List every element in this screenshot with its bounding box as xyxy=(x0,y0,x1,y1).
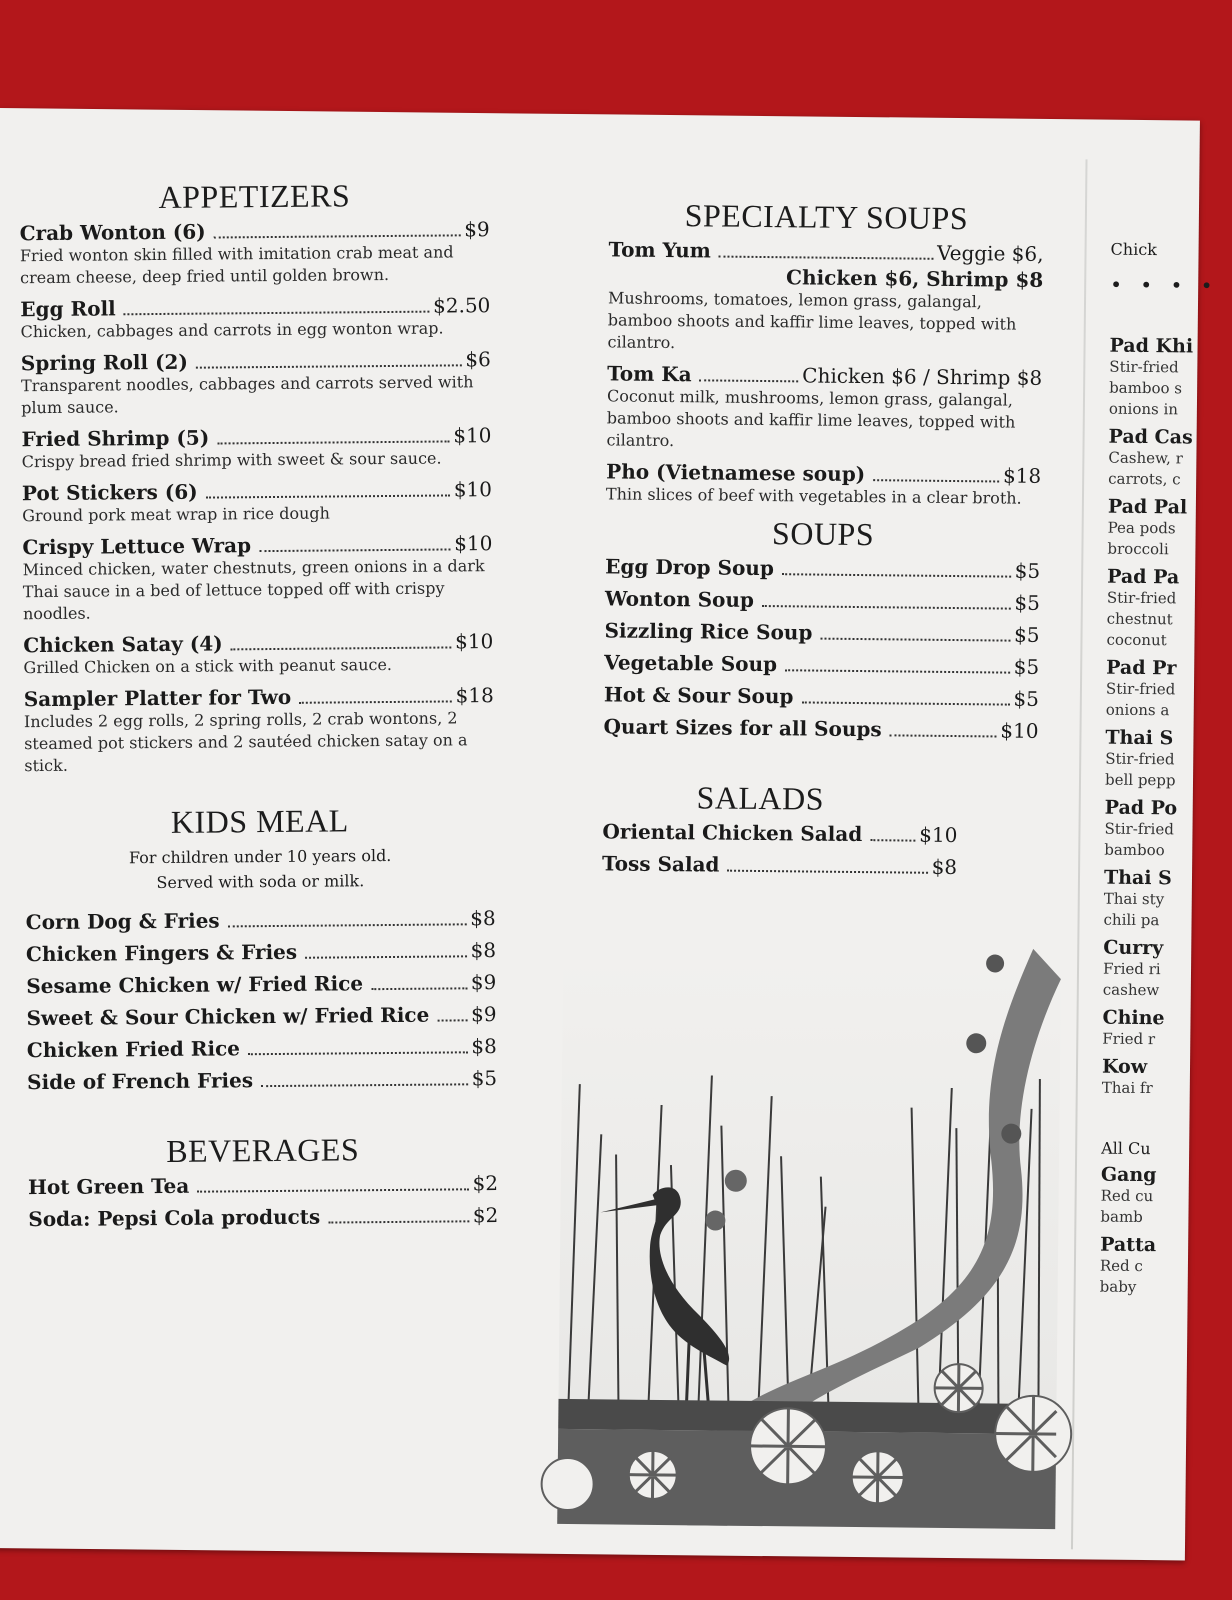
menu-item xyxy=(28,1171,498,1199)
menu-item xyxy=(22,477,492,527)
menu-item-name: Wonton Soup xyxy=(604,586,755,612)
appetizers-heading: APPETIZERS xyxy=(158,177,351,215)
soups-list xyxy=(603,554,1040,743)
menu-item-description: Coconut milk, mushrooms, lemon grass, galangal, bamboo shoots and kaffir lime leaves, topped with cilantro. xyxy=(606,386,1016,451)
partial-item-name: Thai S xyxy=(1103,866,1172,890)
menu-item-name: Egg Roll xyxy=(20,296,116,322)
partial-item-description: bamboo xyxy=(1104,840,1165,860)
dot-leader xyxy=(762,605,1010,610)
menu-item-name: Crab Wonton (6) xyxy=(19,219,206,246)
menu-item xyxy=(26,1002,496,1030)
dot-leader xyxy=(299,700,451,703)
partial-item-description: Fried r xyxy=(1102,1029,1156,1049)
menu-item-name: Pot Stickers (6) xyxy=(21,479,198,506)
menu-item-row xyxy=(28,1171,498,1199)
dot-leader xyxy=(261,1083,468,1087)
menu-item xyxy=(604,618,1039,647)
partial-item-description: Stir-fried xyxy=(1105,749,1175,769)
dot-leader xyxy=(228,923,467,927)
menu-item-price: $10 xyxy=(453,477,493,502)
dot-leader xyxy=(801,701,1009,705)
menu-item-row xyxy=(605,586,1040,615)
menu-item-price: $9 xyxy=(470,1002,497,1027)
kids-meal-heading: KIDS MEAL xyxy=(170,802,349,840)
specialty-soups-heading: SPECIALTY SOUPS xyxy=(684,197,969,237)
partial-menu-item xyxy=(1100,1234,1221,1299)
menu-item-price: $18 xyxy=(455,683,494,708)
partial-item-description: Stir-fried xyxy=(1109,357,1179,377)
menu-item-row xyxy=(602,851,957,879)
menu-item-name: Vegetable Soup xyxy=(604,650,778,677)
menu-item-name: Spring Roll (2) xyxy=(20,349,188,376)
menu-item-price: $10 xyxy=(1000,718,1039,743)
dot-leader xyxy=(820,638,1010,642)
menu-item-name: Crispy Lettuce Wrap xyxy=(22,533,252,560)
menu-item-description: Transparent noodles, cabbages and carrots served with plum sauce. xyxy=(20,372,474,418)
menu-item-name: Tom Yum xyxy=(608,237,711,263)
menu-item xyxy=(27,1034,497,1062)
menu-item-row xyxy=(26,906,496,934)
menu-item xyxy=(26,906,496,934)
menu-item-description: Includes 2 egg rolls, 2 spring rolls, 2 crab wontons, 2 steamed pot stickers and 2 sautéed chicken satay on a stick. xyxy=(23,708,468,776)
partial-item-name: Patta xyxy=(1100,1233,1157,1257)
kids-meal-note xyxy=(25,842,495,896)
partial-item-description: Thai sty xyxy=(1103,889,1165,909)
kids-meal-note-drink: Served with soda or milk. xyxy=(156,871,365,893)
menu-item-row xyxy=(27,1066,497,1094)
menu-item-price: $2 xyxy=(472,1203,499,1228)
partial-item-description: Cashew, r xyxy=(1108,448,1183,468)
menu-item-price: $8 xyxy=(470,906,496,931)
partial-item-description: bamboo s xyxy=(1109,378,1183,398)
partial-item-name: Chine xyxy=(1102,1006,1165,1030)
menu-item xyxy=(602,851,957,879)
partial-menu-item xyxy=(1103,867,1224,932)
partial-item-description: bell pepp xyxy=(1104,770,1176,790)
dot-leader xyxy=(700,379,799,382)
partial-item-description: broccoli xyxy=(1107,539,1169,559)
partial-menu-item xyxy=(1102,1007,1222,1051)
menu-item-name: Tom Ka xyxy=(607,361,692,387)
partial-item-description: coconut xyxy=(1106,630,1167,650)
right-dots-fragment: • • • • xyxy=(1110,272,1219,298)
partial-item-name: Pad Pr xyxy=(1106,656,1177,680)
partial-item-description: Stir-fried xyxy=(1105,679,1176,699)
menu-item-row xyxy=(604,618,1039,647)
menu-item-price: $18 xyxy=(1002,463,1042,488)
dot-leader xyxy=(437,1019,467,1021)
menu-item-price: $5 xyxy=(1013,654,1040,679)
menu-item-name: Sampler Platter for Two xyxy=(23,684,292,712)
menu-item-price: $9 xyxy=(464,217,490,242)
menu-item-name: Soda: Pepsi Cola products xyxy=(28,1204,321,1232)
beverages-list xyxy=(28,1171,498,1231)
menu-item-name: Pho (Vietnamese soup) xyxy=(606,459,866,487)
partial-item-name: Gang xyxy=(1100,1163,1157,1187)
menu-item-name: Side of French Fries xyxy=(27,1068,254,1095)
dot-leader xyxy=(124,311,429,316)
menu-item-price: $10 xyxy=(453,423,492,448)
kids-meal-list xyxy=(26,906,498,1094)
menu-item-name: Egg Drop Soup xyxy=(605,554,775,581)
menu-item xyxy=(21,423,491,473)
dot-leader xyxy=(196,364,462,368)
partial-menu-item xyxy=(1107,496,1228,561)
menu-item xyxy=(606,361,1042,456)
partial-item-name: Thai S xyxy=(1105,726,1174,750)
partial-item-name: Kow xyxy=(1101,1055,1148,1079)
partial-item-description: Stir-fried xyxy=(1106,588,1177,608)
partial-menu-item xyxy=(1102,1056,1222,1100)
menu-item-price: $9 xyxy=(470,970,497,995)
partial-item-name: Pad Pal xyxy=(1107,495,1188,519)
menu-item xyxy=(26,970,496,998)
dot-leader xyxy=(890,734,997,737)
menu-item-price: $2 xyxy=(472,1171,499,1196)
menu-item-row xyxy=(604,682,1039,711)
partial-menu-item xyxy=(1109,335,1230,421)
dot-leader xyxy=(328,1220,469,1223)
menu-item-price: $5 xyxy=(1014,558,1041,583)
specialty-soups-list xyxy=(606,237,1044,510)
partial-item-name: Pad Po xyxy=(1104,796,1178,820)
menu-item-name: Chicken Fried Rice xyxy=(26,1036,241,1063)
menu-item-description: Thin slices of beef with vegetables in a clear broth. xyxy=(605,484,1022,508)
menu-item-description: Fried wonton skin filled with imitation crab meat and cream cheese, deep fried until golden brown. xyxy=(19,242,454,288)
kids-meal-note-age: For children under 10 years old. xyxy=(128,845,392,868)
dot-leader xyxy=(248,1051,467,1055)
partial-menu-item xyxy=(1103,937,1224,1002)
menu-item-name: Corn Dog & Fries xyxy=(25,908,220,935)
menu-item-price: $8 xyxy=(470,938,497,963)
menu-item-name: Toss Salad xyxy=(601,851,720,877)
menu-item-name: Oriental Chicken Salad xyxy=(602,819,863,847)
menu-item-name: Chicken Satay (4) xyxy=(23,631,223,658)
menu-item-price: $10 xyxy=(919,822,958,848)
menu-item-row xyxy=(603,714,1038,743)
menu-item-price: $5 xyxy=(471,1066,498,1091)
menu-item-description: Minced chicken, water chestnuts, green onions in a dark Thai sauce in a bed of lettuce topped off with crispy noodles. xyxy=(22,556,485,624)
partial-item-description: chili pa xyxy=(1103,910,1160,930)
partial-item-name: Pad Khi xyxy=(1109,334,1194,358)
menu-item-name: Sesame Chicken w/ Fried Rice xyxy=(26,971,364,999)
dot-leader xyxy=(217,440,449,444)
menu-item-description: Crispy bread fried shrimp with sweet & sour sauce. xyxy=(21,448,442,472)
menu-item xyxy=(605,586,1040,615)
menu-item xyxy=(28,1203,498,1231)
menu-item-name: Sweet & Sour Chicken w/ Fried Rice xyxy=(26,1002,430,1031)
dot-leader xyxy=(785,669,1010,673)
menu-item xyxy=(605,554,1040,583)
left-column xyxy=(19,176,498,1239)
partial-menu-item xyxy=(1106,566,1227,652)
salads-list xyxy=(602,819,958,879)
menu-item xyxy=(604,650,1039,679)
menu-item xyxy=(20,293,490,343)
menu-item-name: Hot Green Tea xyxy=(27,1173,190,1200)
partial-item-name: Pad Pa xyxy=(1107,565,1180,589)
menu-item-name: Sizzling Rice Soup xyxy=(604,618,813,645)
dot-leader xyxy=(873,479,999,482)
menu-item-row xyxy=(602,819,957,847)
menu-item-description: Ground pork meat wrap in rice dough xyxy=(22,503,330,526)
menu-item-price: $8 xyxy=(471,1034,497,1059)
middle-column xyxy=(602,196,1044,888)
beverages-heading: BEVERAGES xyxy=(166,1131,360,1169)
menu-item-row xyxy=(26,970,496,998)
menu-item xyxy=(23,629,493,679)
page-fold xyxy=(1071,159,1088,1549)
menu-item-price: $10 xyxy=(454,629,494,654)
menu-item-row xyxy=(608,237,1043,266)
partial-menu-item xyxy=(1100,1164,1221,1229)
menu-item-row xyxy=(26,938,496,966)
partial-item-description: Pea pods xyxy=(1107,518,1176,538)
dot-leader xyxy=(305,955,466,958)
dot-leader xyxy=(231,646,451,650)
menu-item-description: Chicken, cabbages and carrots in egg wonton wrap. xyxy=(20,318,444,342)
menu-item-row xyxy=(604,650,1039,679)
dot-leader xyxy=(214,234,461,238)
menu-item-price: $6 xyxy=(465,347,491,372)
dot-leader xyxy=(727,870,927,874)
right-items-list xyxy=(1102,335,1230,1100)
menu-item xyxy=(21,347,492,419)
menu-item-description: Grilled Chicken on a stick with peanut sauce. xyxy=(23,654,393,678)
menu-item-name: Hot & Sour Soup xyxy=(603,682,794,709)
menu-item xyxy=(24,683,495,777)
menu-item xyxy=(22,531,493,625)
menu-item-name: Fried Shrimp (5) xyxy=(21,425,210,452)
menu-item xyxy=(602,819,957,847)
menu-item-row xyxy=(27,1034,497,1062)
menu-item-description: Mushrooms, tomatoes, lemon grass, galangal, bamboo shoots and kaffir lime leaves, topped with cilantro. xyxy=(607,288,1017,353)
partial-item-name: Curry xyxy=(1103,936,1164,960)
partial-menu-item xyxy=(1104,797,1225,862)
appetizers-list xyxy=(20,217,495,777)
menu-item xyxy=(26,938,496,966)
partial-menu-item xyxy=(1108,426,1229,491)
dot-leader xyxy=(206,494,450,498)
menu-item-price: $5 xyxy=(1014,590,1040,615)
partial-menu-item xyxy=(1106,657,1227,722)
partial-item-description: Fried ri xyxy=(1102,959,1161,979)
menu-item-price: $2.50 xyxy=(432,293,491,318)
menu-item xyxy=(606,459,1041,510)
menu-item xyxy=(20,217,491,289)
right-partial-column xyxy=(1100,240,1231,1305)
menu-item xyxy=(607,237,1043,358)
partial-item-description: Red cu xyxy=(1100,1186,1154,1206)
partial-item-description: bamb xyxy=(1100,1207,1143,1227)
partial-item-description: chestnut xyxy=(1106,609,1173,629)
menu-item-row xyxy=(28,1203,498,1231)
partial-item-description: carrots, c xyxy=(1108,469,1181,489)
partial-item-description: baby xyxy=(1099,1277,1137,1296)
menu-item-name: Quart Sizes for all Soups xyxy=(603,714,882,742)
partial-menu-item xyxy=(1105,727,1226,792)
partial-item-description: onions a xyxy=(1105,700,1170,720)
dot-leader xyxy=(870,839,915,841)
dot-leader xyxy=(782,573,1011,577)
right-bottom-list xyxy=(1100,1164,1221,1299)
partial-item-description: Stir-fried xyxy=(1104,819,1174,839)
menu-item-price: Chicken $6 / Shrimp $8 xyxy=(802,363,1043,390)
menu-item-price-extra: Chicken $6, Shrimp $8 xyxy=(786,265,1044,292)
menu-item-name: Chicken Fingers & Fries xyxy=(25,939,298,967)
menu-item-price: $10 xyxy=(454,531,493,556)
right-bottom-note: All Cu xyxy=(1101,1138,1151,1159)
menu-item-price: $5 xyxy=(1013,622,1040,647)
heron-branch-illustration xyxy=(557,954,1061,1529)
right-top-fragment: Chick xyxy=(1110,239,1158,260)
dot-leader xyxy=(259,548,450,552)
menu-item xyxy=(603,714,1038,743)
menu-item-price: $8 xyxy=(931,854,958,880)
partial-item-description: cashew xyxy=(1102,980,1160,1000)
dot-leader xyxy=(719,256,933,260)
partial-item-description: Red c xyxy=(1099,1256,1143,1276)
partial-item-description: Thai fr xyxy=(1101,1078,1153,1098)
partial-item-description: onions in xyxy=(1108,399,1179,419)
menu-item-price: Veggie $6, xyxy=(936,240,1044,266)
dot-leader xyxy=(371,987,467,990)
menu-item-price: $5 xyxy=(1013,686,1039,711)
partial-item-name: Pad Cas xyxy=(1108,425,1193,449)
menu-item xyxy=(604,682,1039,711)
dot-leader xyxy=(197,1188,468,1192)
menu-item xyxy=(27,1066,497,1094)
salads-heading: SALADS xyxy=(696,779,825,817)
menu-item-row xyxy=(26,1002,496,1030)
menu-item-row xyxy=(605,554,1040,583)
soups-heading: SOUPS xyxy=(771,515,875,553)
menu-page xyxy=(0,108,1219,1560)
